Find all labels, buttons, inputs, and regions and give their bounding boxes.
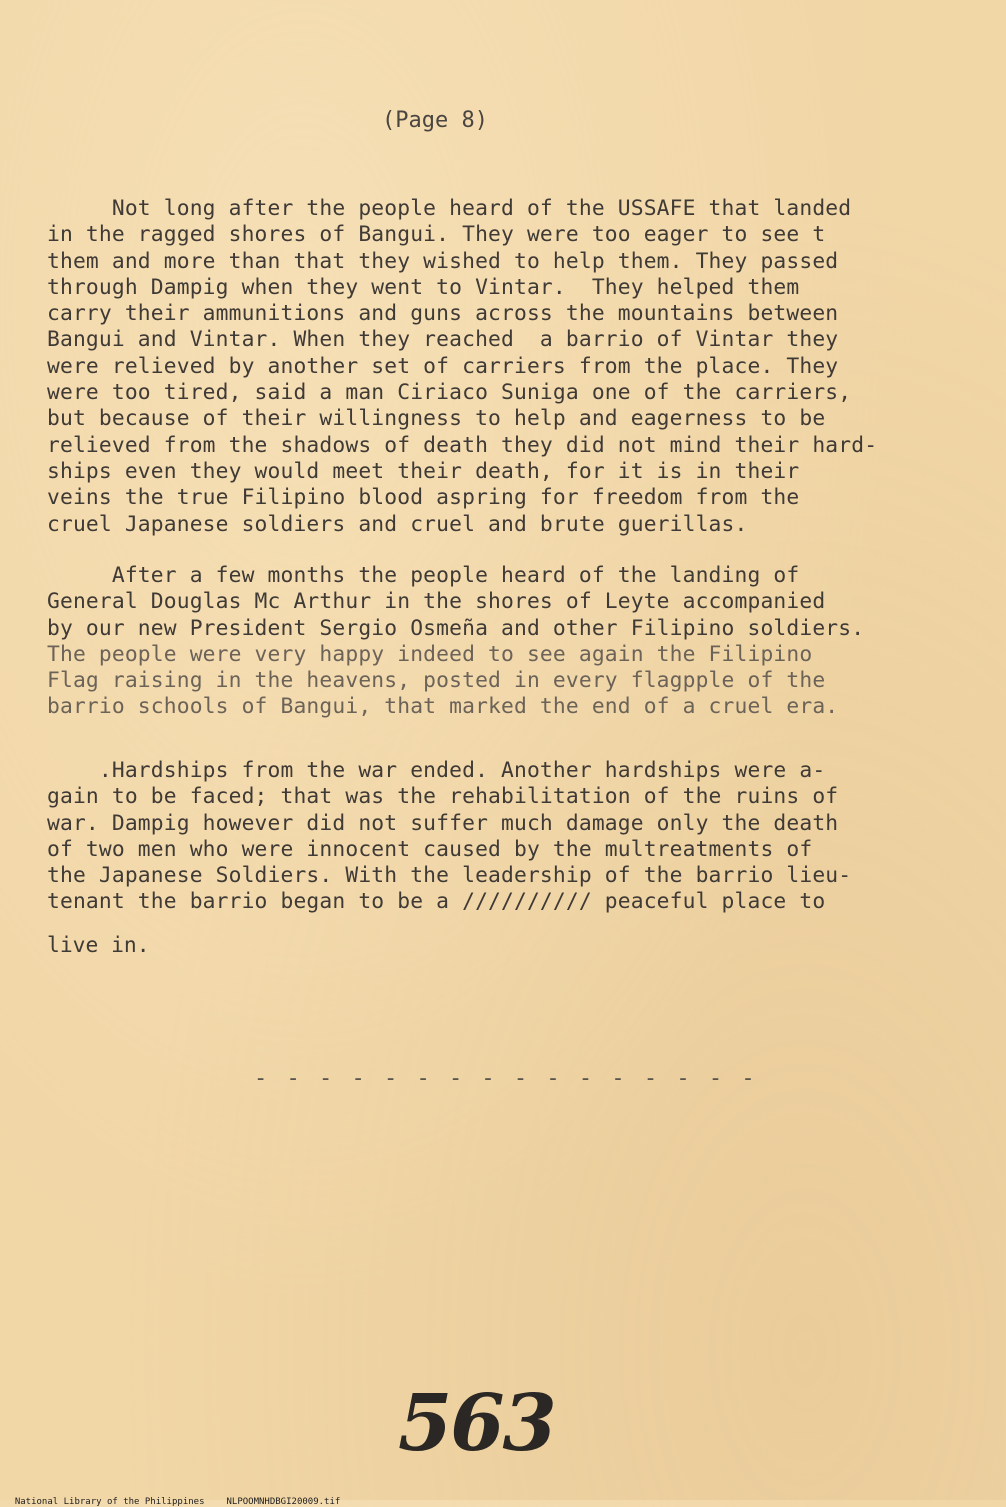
text-line: tenant the barrio began to be a ////////// peaceful place to bbox=[47, 889, 826, 915]
stamp-number: 563 bbox=[398, 1378, 555, 1469]
paragraph-3 bbox=[47, 758, 977, 916]
text-line: carry their ammunitions and guns across the mountains between bbox=[47, 301, 839, 327]
text-line: gain to be faced; that was the rehabilitation of the ruins of bbox=[47, 784, 839, 810]
text-line: veins the true Filipino blood aspring for freedom from the bbox=[47, 485, 800, 511]
text-line: the Japanese Soldiers. With the leadership of the barrio lieu- bbox=[47, 863, 852, 889]
text-line: in the ragged shores of Bangui. They were too eager to see t bbox=[47, 222, 826, 248]
text-line: Flag raising in the heavens, posted in every flagpple of the bbox=[47, 668, 826, 694]
text-line: .Hardships from the war ended. Another hardships were a- bbox=[47, 758, 826, 783]
paragraph-1 bbox=[47, 196, 977, 538]
footer-filename: NLPOOMNHDBGI20009.tif bbox=[226, 1497, 341, 1507]
text-line: Bangui and Vintar. When they reached a barrio of Vintar they bbox=[47, 327, 839, 353]
text-line: Not long after the people heard of the USSAFE that landed bbox=[47, 196, 852, 221]
divider: - - - - - - - - - - - - - - - - bbox=[254, 1066, 758, 1091]
text-line: After a few months the people heard of the landing of bbox=[47, 563, 800, 588]
paragraph-2 bbox=[47, 563, 977, 721]
footer bbox=[4, 1487, 362, 1507]
text-line: were relieved by another set of carriers from the place. They bbox=[47, 353, 839, 379]
text-line: relieved from the shadows of death they did not mind their hard- bbox=[47, 432, 878, 458]
text-line: through Dampig when they went to Vintar. They helped them bbox=[47, 274, 800, 300]
text-line: of two men who were innocent caused by the multreatments of bbox=[47, 836, 813, 862]
footer-library: National Library of the Philippines bbox=[14, 1497, 205, 1507]
text-line: but because of their willingness to help and eagerness to be bbox=[47, 406, 826, 432]
text-line: cruel Japanese soldiers and cruel and brute guerillas. bbox=[47, 511, 748, 537]
text-line: The people were very happy indeed to see again the Filipino bbox=[47, 641, 813, 667]
text-line: General Douglas Mc Arthur in the shores of Leyte accompanied bbox=[47, 589, 826, 615]
text-line: ships even they would meet their death, for it is in their bbox=[47, 458, 800, 484]
text-line: them and more than that they wished to help them. They passed bbox=[47, 248, 839, 274]
text-line: barrio schools of Bangui, that marked the end of a cruel era. bbox=[47, 694, 839, 720]
text-line: were too tired, said a man Ciriaco Suniga one of the carriers, bbox=[47, 380, 852, 406]
page-header: (Page 8) bbox=[382, 108, 488, 133]
closing-line: live in. bbox=[47, 933, 150, 958]
text-line: war. Dampig however did not suffer much damage only the death bbox=[47, 810, 839, 836]
text-line: by our new President Sergio Osmeña and other Filipino soldiers. bbox=[47, 615, 865, 641]
